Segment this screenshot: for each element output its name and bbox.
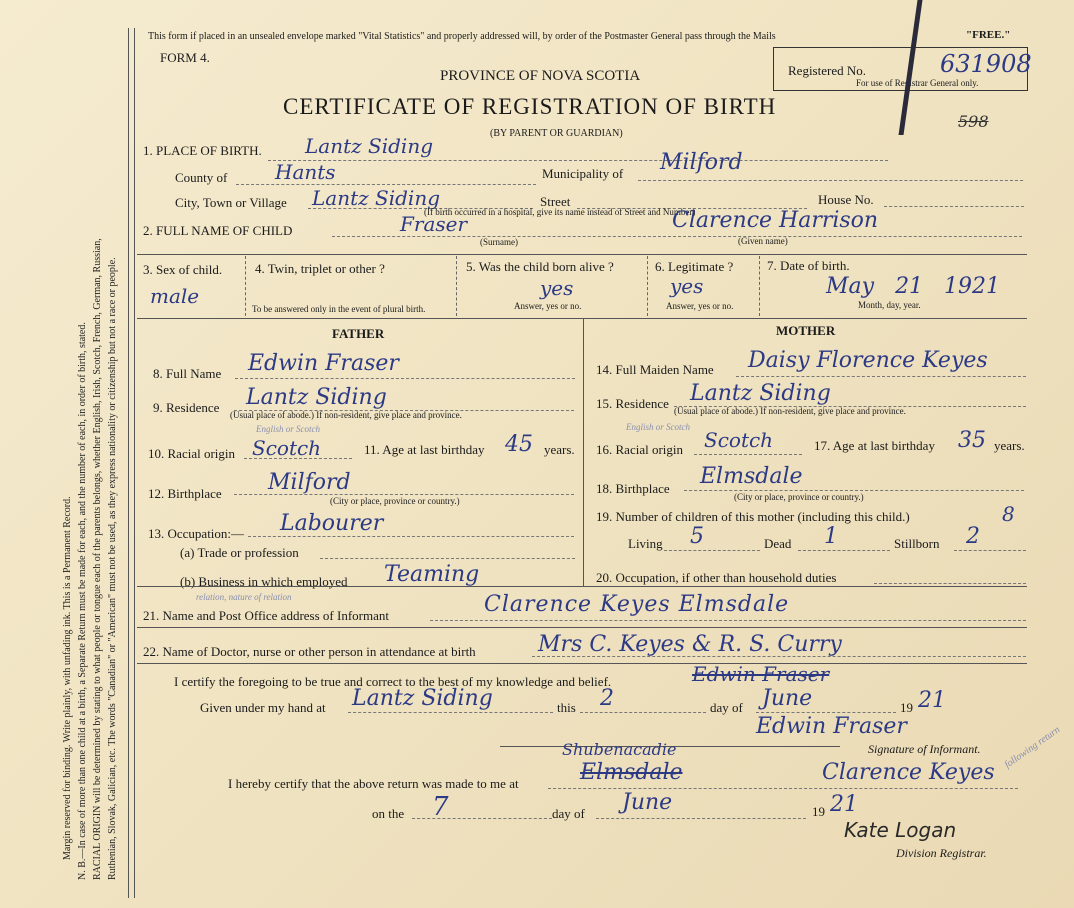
mother-residence-label: 15. Residence (596, 396, 669, 411)
mother-years: years. (994, 438, 1025, 453)
father-race-faint: English or Scotch (256, 424, 320, 434)
registrar-year: 21 (830, 792, 858, 817)
father-race-label: 10. Racial origin (148, 446, 236, 461)
father-birthplace: Milford (268, 470, 351, 495)
doctor-label: 22. Name of Doctor, nurse or other person in attendance at birth (143, 644, 476, 659)
given-day: 2 (600, 686, 614, 711)
registrar-signature: Kate Logan (844, 818, 957, 842)
registrar-label: Division Registrar. (896, 846, 987, 860)
father-name: Edwin Fraser (248, 351, 399, 376)
registrar-informant-name: Clarence Keyes (822, 760, 995, 785)
border-left (128, 28, 129, 898)
father-race: Scotch (252, 436, 322, 460)
county-label: County of (175, 170, 228, 185)
alive-value: yes (540, 276, 574, 300)
alive-note: Answer, yes or no. (514, 301, 582, 311)
given-place: Lantz Siding (352, 686, 493, 711)
legitimate-value: yes (670, 274, 704, 298)
informant-faint-note: relation, nature of relation (196, 592, 292, 602)
twin-label: 4. Twin, triplet or other ? (255, 261, 385, 276)
given-under-label: Given under my hand at (200, 700, 326, 715)
dob-label: 7. Date of birth. (767, 258, 850, 273)
sex-value: male (150, 284, 200, 308)
legitimate-note: Answer, yes or no. (666, 301, 734, 311)
father-heading: FATHER (332, 326, 385, 341)
registrar-place-struck: Elmsdale (580, 760, 683, 785)
trade-label: (a) Trade or profession (180, 545, 299, 560)
margin-note-nb: N. B.—In case of more than one child at a birth, a Separate Return must be made for each, and the number of each, in order of birth, stated. (77, 322, 88, 880)
father-occupation-label: 13. Occupation:— (148, 526, 245, 541)
mother-race: Scotch (704, 428, 774, 452)
city: Lantz Siding (312, 186, 440, 210)
given-name-note: (Given name) (738, 236, 788, 246)
margin-note-racial-2: Ruthenian, Slovak, Galician, etc. The words "Canadian" or "American" must not be used, as they express nationality or citizenship but not a race or people. (107, 257, 118, 880)
mother-age-label: 17. Age at last birthday (814, 438, 935, 453)
informant-sig-label: Signature of Informant. (868, 742, 981, 756)
place-of-birth-label: 1. PLACE OF BIRTH. (143, 143, 262, 158)
father-residence-label: 9. Residence (153, 400, 220, 415)
dob-note: Month, day, year. (858, 300, 921, 310)
alive-label: 5. Was the child born alive ? (466, 259, 614, 274)
stillborn-count: 2 (966, 524, 980, 549)
father-years: years. (544, 442, 575, 457)
mother-birthplace-note: (City or place, province or country.) (734, 492, 864, 502)
given-year: 21 (918, 688, 946, 713)
child-surname: Fraser (400, 212, 468, 236)
on-the-label: on the (372, 806, 405, 821)
mother-occupation-label: 20. Occupation, if other than household duties (596, 570, 837, 585)
dob-value: May 21 1921 (826, 274, 1001, 299)
mother-name-label: 14. Full Maiden Name (596, 362, 714, 377)
surname-note: (Surname) (480, 237, 518, 247)
house-label: House No. (818, 192, 874, 207)
page-title: CERTIFICATE OF REGISTRATION OF BIRTH (283, 94, 777, 119)
mother-residence-note: (Usual place of abode.) If non-resident, give place and province. (674, 406, 906, 416)
this-label: this (557, 700, 576, 715)
mother-race-label: 16. Racial origin (596, 442, 684, 457)
place-of-birth: Lantz Siding (305, 134, 433, 158)
living-label: Living (628, 536, 663, 551)
form-number: FORM 4. (160, 50, 210, 65)
father-name-label: 8. Full Name (153, 366, 222, 381)
mother-heading: MOTHER (776, 323, 836, 338)
free-label: "FREE." (966, 29, 1011, 41)
father-birthplace-label: 12. Birthplace (148, 486, 222, 501)
child-name-label: 2. FULL NAME OF CHILD (143, 223, 293, 238)
father-age: 45 (505, 432, 533, 457)
province-heading: PROVINCE OF NOVA SCOTIA (440, 68, 641, 84)
legitimate-label: 6. Legitimate ? (655, 259, 734, 274)
side-faint-note: following return (1002, 724, 1063, 771)
stillborn-label: Stillborn (894, 536, 940, 551)
year-prefix: 19 (900, 700, 913, 715)
father-residence-note: (Usual place of abode.) If non-resident, give place and province. (230, 410, 462, 420)
mother-age: 35 (958, 428, 986, 453)
registrar-year-prefix: 19 (812, 804, 825, 819)
twin-note: To be answered only in the event of plural birth. (252, 304, 426, 314)
informant-value: Clarence Keyes Elmsdale (484, 592, 790, 617)
municipality: Milford (660, 150, 743, 175)
municipality-label: Municipality of (542, 166, 624, 181)
city-label: City, Town or Village (175, 195, 287, 210)
old-number: 598 (958, 112, 989, 131)
mother-birthplace: Elmsdale (700, 464, 803, 489)
registration-number: 631908 (940, 50, 1032, 78)
father-birthplace-note: (City or place, province or country.) (330, 496, 460, 506)
mother-name: Daisy Florence Keyes (748, 348, 988, 373)
mail-notice: This form if placed in an unsealed envelope marked "Vital Statistics" and properly addressed will, by order of the Postmaster General pass through the Mails (148, 31, 776, 42)
page-subtitle: (BY PARENT OR GUARDIAN) (490, 128, 623, 139)
informant-label: 21. Name and Post Office address of Informant (143, 608, 389, 623)
father-occupation: Labourer (280, 511, 384, 536)
child-given-name: Clarence Harrison (672, 208, 879, 233)
registrar-line: I hereby certify that the above return was made to me at (228, 776, 519, 791)
registrar-use-note: For use of Registrar General only. (856, 78, 979, 88)
father-residence: Lantz Siding (246, 385, 387, 410)
county: Hants (275, 160, 336, 184)
registered-label: Registered No. (788, 63, 866, 78)
certify-struck-name: Edwin Fraser (692, 662, 830, 686)
certify-line: I certify the foregoing to be true and correct to the best of my knowledge and belief. (174, 674, 612, 689)
mother-race-faint: English or Scotch (626, 422, 690, 432)
children-count: 8 (1002, 502, 1015, 526)
registrar-day: 7 (432, 792, 449, 822)
registrar-day-of: day of (552, 806, 585, 821)
mother-residence: Lantz Siding (690, 381, 831, 406)
given-month: June (762, 686, 813, 711)
margin-note-binding: Margin reserved for binding. Write plainly, with unfading ink. This is a Permanent Record. (62, 496, 73, 860)
hospital-note: (If birth occurred in a hospital, give its name instead of Street and Number) (424, 207, 696, 217)
dead-label: Dead (764, 536, 792, 551)
children-label: 19. Number of children of this mother (including this child.) (596, 509, 910, 524)
doctor-value: Mrs C. Keyes & R. S. Curry (538, 632, 842, 657)
living-count: 5 (690, 524, 704, 549)
business-label: (b) Business in which employed (180, 574, 348, 589)
street-label: Street (540, 194, 571, 209)
day-of-label: day of (710, 700, 743, 715)
business-value: Teaming (384, 562, 480, 587)
margin-note-racial: RACIAL ORIGIN will be determined by stating to what people or tongue each of the parents belongs, whether English, Irish, Scotch, French, German, Russian, (92, 238, 103, 880)
dead-count: 1 (824, 524, 838, 549)
father-age-label: 11. Age at last birthday (364, 442, 485, 457)
informant-signature: Edwin Fraser (756, 714, 907, 739)
sex-label: 3. Sex of child. (143, 262, 223, 277)
border-left-inner (134, 28, 135, 898)
registrar-month: June (622, 790, 673, 815)
registrar-place-above: Shubenacadie (562, 740, 677, 759)
mother-birthplace-label: 18. Birthplace (596, 481, 670, 496)
